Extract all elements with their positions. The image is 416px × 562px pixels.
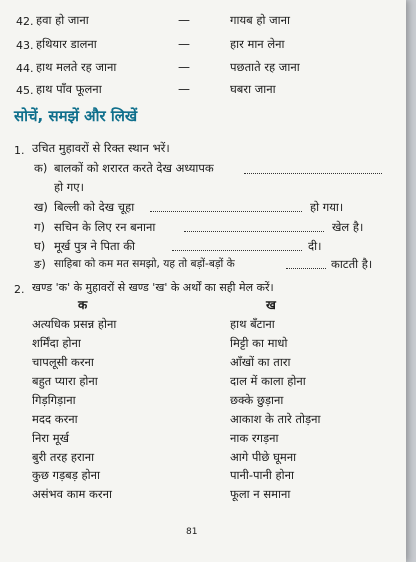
idiom-number: 45. [16, 84, 34, 97]
question-number: 1. [14, 144, 25, 157]
question-instruction: उचित मुहावरों से रिक्त स्थान भरें। [32, 141, 170, 155]
column-b-item: फूला न समाना [230, 487, 291, 501]
idiom-dash: — [178, 13, 190, 27]
item-text: बिल्ली को देख चूहा [54, 200, 135, 214]
column-b-item: नाक रगड़ना [230, 431, 279, 445]
blank-line[interactable] [286, 268, 326, 269]
item-text-after: दी। [308, 239, 322, 253]
item-text-after: काटती है। [331, 257, 373, 271]
column-b-item: दाल में काला होना [230, 374, 306, 388]
column-a-item: शर्मिंदा होना [32, 336, 81, 350]
item-text: साहिबा को कम मत समझो, यह तो बड़ों-बड़ों के [54, 258, 235, 270]
column-a-item: अत्यधिक प्रसन्न होना [32, 317, 117, 331]
idiom-meaning: हार मान लेना [230, 37, 285, 51]
column-a-item: चापलूसी करना [32, 355, 94, 369]
item-text: बालकों को शरारत करते देख अध्यापक [54, 161, 214, 175]
idiom-number: 42. [16, 15, 34, 28]
idiom-number: 43. [16, 39, 34, 52]
idiom-text: हवा हो जाना [36, 13, 89, 27]
idiom-dash: — [178, 60, 190, 74]
column-a-item: बुरी तरह हराना [32, 450, 95, 464]
column-a-item: बहुत प्यारा होना [32, 374, 98, 388]
column-b-item: आँखों का तारा [230, 355, 291, 369]
item-text-after: खेल है। [332, 220, 364, 234]
item-label: ङ) [34, 257, 46, 271]
column-b-item: पानी-पानी होना [230, 468, 294, 482]
blank-line[interactable] [244, 173, 382, 174]
question-number: 2. [14, 283, 25, 296]
page-number: 81 [186, 527, 198, 537]
idiom-meaning: गायब हो जाना [230, 13, 290, 27]
item-label: ख) [34, 200, 48, 214]
column-b-item: मिट्टी का माधो [230, 336, 288, 350]
blank-line[interactable] [150, 211, 302, 212]
idiom-dash: — [178, 82, 190, 96]
item-text-after: हो गया। [310, 200, 344, 214]
item-text-continued: हो गए। [54, 180, 84, 194]
section-heading: सोचें, समझें और लिखें [14, 107, 138, 125]
column-b-item: आकाश के तारे तोड़ना [230, 412, 321, 426]
item-label: ग) [34, 220, 45, 234]
item-text: मूर्ख पुत्र ने पिता की [54, 239, 136, 253]
item-label: घ) [34, 239, 46, 253]
column-b-item: हाथ बँटाना [230, 317, 275, 331]
question-instruction: खण्ड 'क' के मुहावरों से खण्ड 'ख' के अर्थों का सही मेल करें। [32, 281, 274, 294]
column-a-heading: क [78, 298, 88, 312]
column-a-item: निरा मूर्ख [32, 431, 69, 445]
idiom-text: हथियार डालना [36, 37, 97, 51]
column-a-item: गिड़गिड़ाना [32, 393, 76, 407]
item-label: क) [34, 161, 48, 175]
column-a-item: कुछ गड़बड़ होना [32, 468, 100, 482]
blank-line[interactable] [184, 231, 324, 232]
idiom-meaning: पछताते रह जाना [230, 60, 300, 74]
column-b-item: छक्के छुड़ाना [230, 393, 284, 407]
column-a-item: असंभव काम करना [32, 487, 112, 501]
idiom-text: हाथ मलते रह जाना [36, 60, 117, 74]
blank-line[interactable] [172, 250, 302, 251]
column-b-heading: ख [266, 298, 276, 312]
idiom-dash: — [178, 37, 190, 51]
item-text: सचिन के लिए रन बनाना [54, 220, 156, 234]
column-b-item: आगे पीछे घूमना [230, 450, 297, 464]
idiom-text: हाथ पाँव फूलना [36, 82, 102, 96]
column-a-item: मदद करना [32, 412, 78, 426]
idiom-number: 44. [16, 62, 34, 75]
idiom-meaning: घबरा जाना [230, 82, 276, 96]
